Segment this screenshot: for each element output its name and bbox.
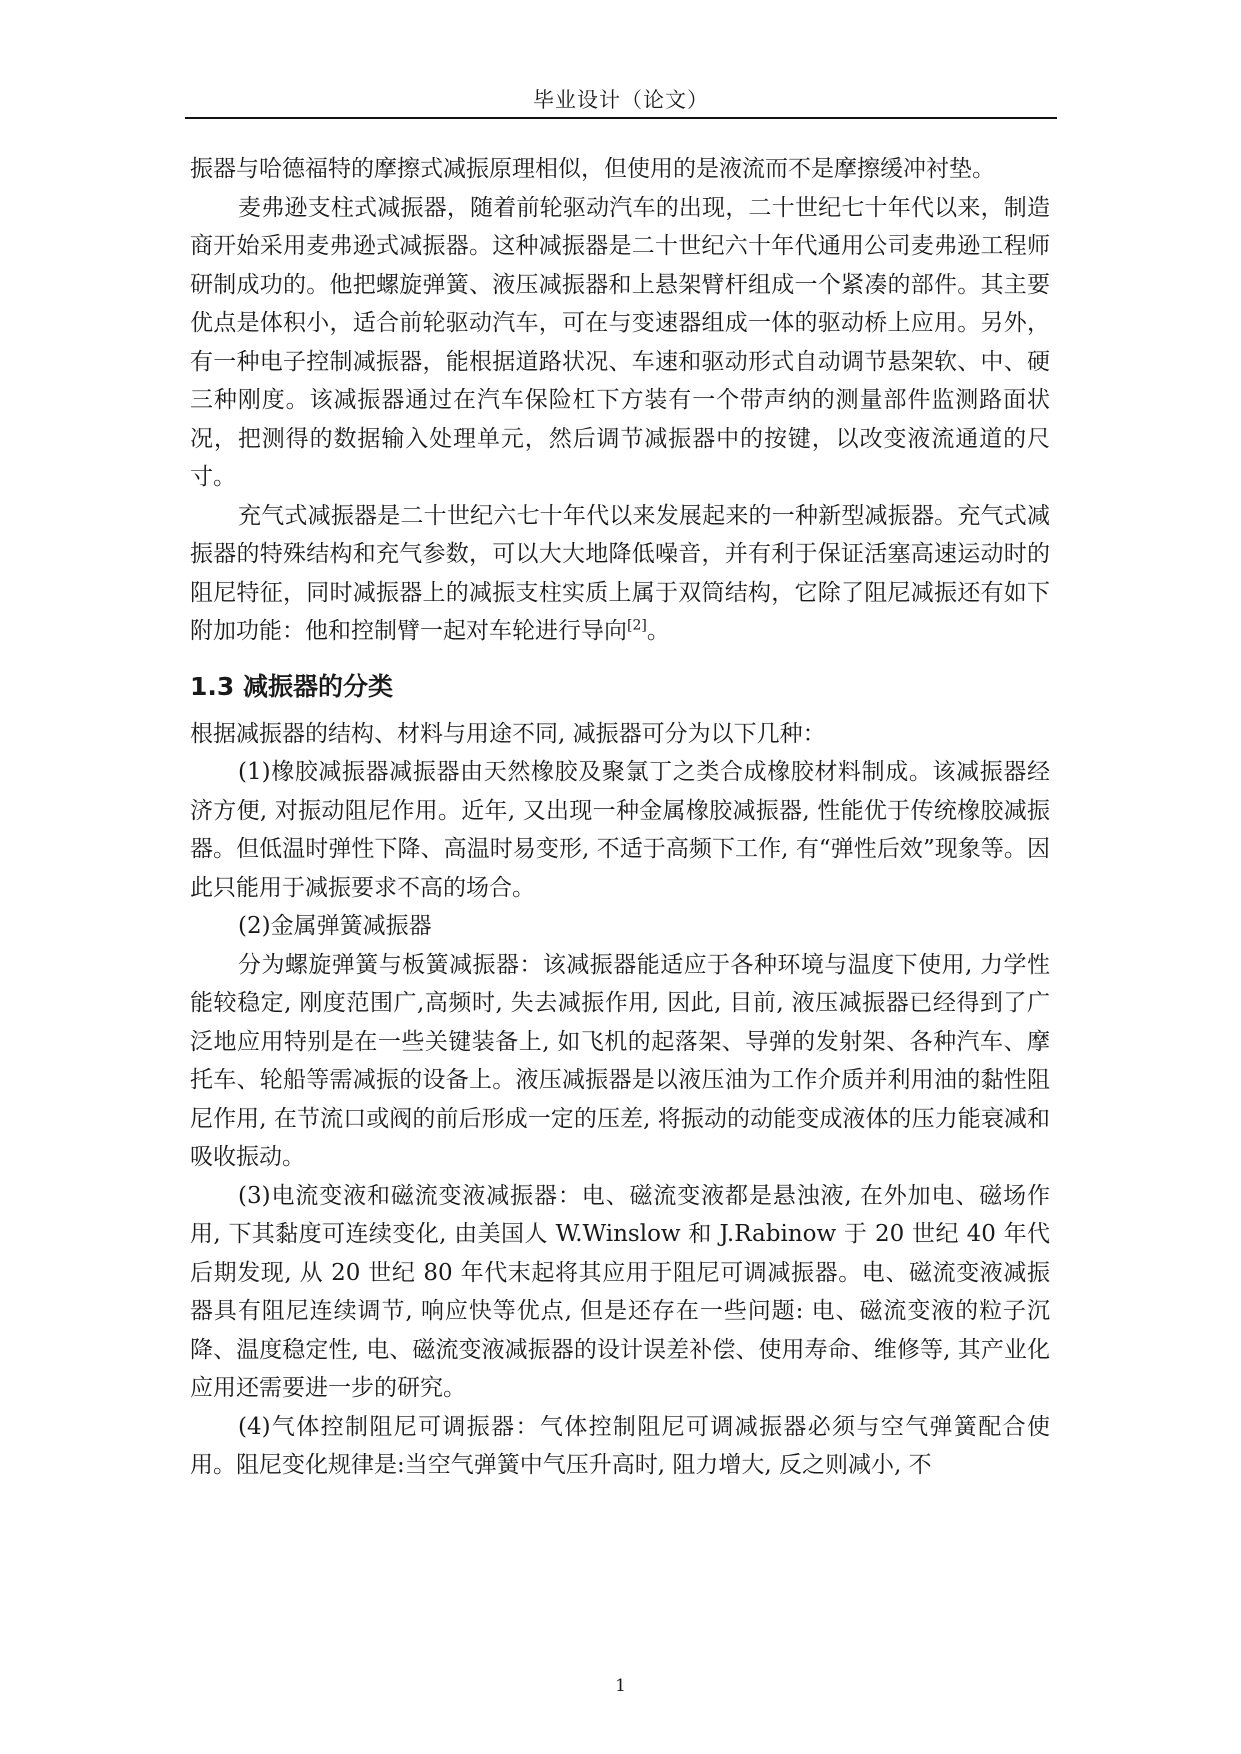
paragraph-macpherson: 麦弗逊支柱式减振器，随着前轮驱动汽车的出现，二十世纪七十年代以来，制造商开始采用麦弗逊式减振器。这种减振器是二十世纪六十年代通用公司麦弗逊工程师研制成功的。他把螺旋弹簧、液压减振器和上悬架臂杆组成一个紧凑的部件。其主要优点是体积小，适合前轮驱动汽车，可在与变速器组成一体的驱动桥上应用。另外，有一种电子控制减振器，能根据道路状况、车速和驱动形式自动调节悬架软、中、硬三种刚度。该减振器通过在汽车保险杠下方装有一个带声纳的测量部件监测路面状况，把测得的数据输入处理单元，然后调节减振器中的按键，以改变液流通道的尺寸。	[190, 194, 1050, 490]
document-body	[190, 150, 1050, 1485]
paragraph-er-mr-damper: (3)电流变液和磁流变液减振器：电、磁流变液都是悬浊液, 在外加电、磁场作用, 下其黏度可连续变化, 由美国人 W.Winslow 和 J.Rabinow 于 20 世纪 40 年代后期发现, 从 20 世纪 80 年代末起将其应用于阻尼可调减振器。电、磁流变液减振器具有阻尼连续调节, 响应快等优点, 但是还存在一些问题: 电、磁流变液的粒子沉降、温度稳定性, 电、磁流变液减振器的设计误差补偿、使用寿命、维修等, 其产业化应用还需要进一步的研究。	[190, 1182, 1050, 1401]
page-number: 1	[615, 1676, 626, 1696]
paragraph-gas-controlled-damper: (4)气体控制阻尼可调振器：气体控制阻尼可调减振器必须与空气弹簧配合使用。阻尼变化规律是:当空气弹簧中气压升高时, 阻力增大, 反之则减小, 不	[190, 1413, 1050, 1478]
header-divider	[185, 117, 1057, 119]
page-header-title: 毕业设计（论文）	[533, 88, 709, 112]
paragraph-classification-intro: 根据减振器的结构、材料与用途不同, 减振器可分为以下几种：	[190, 720, 826, 747]
paragraph-metal-spring-body: 分为螺旋弹簧与板簧减振器：该减振器能适应于各种环境与温度下使用, 力学性能较稳定, 刚度范围广,高频时, 失去减振作用, 因此, 目前, 液压减振器已经得到了广泛地应用特别是在一些关键装备上, 如飞机的起落架、导弹的发射架、各种汽车、摩托车、轮船等需减振的设备上。液压减振器是以液压油为工作介质并利用油的黏性阻尼作用, 在节流口或阀的前后形成一定的压差, 将振动的动能变成液体的压力能衰减和吸收振动。	[190, 951, 1050, 1170]
section-heading: 1.3 减振器的分类	[190, 671, 393, 701]
paragraph-gas-filled-text: 充气式减振器是二十世纪六七十年代以来发展起来的一种新型减振器。充气式减振器的特殊结构和充气参数，可以大大地降低噪音，并有利于保证活塞高速运动时的阻尼特征，同时减振器上的减振支柱实质上属于双筒结构，它除了阻尼减振还有如下附加功能：他和控制臂一起对车轮进行导向	[190, 502, 1050, 644]
paragraph-metal-spring-title: (2)金属弹簧减振器	[238, 913, 432, 939]
paragraph-gas-filled	[190, 497, 1050, 651]
paragraph-gas-filled-end: 。	[646, 618, 670, 644]
paragraph-continuation: 振器与哈德福特的摩擦式减振原理相似，但使用的是液流而不是摩擦缓冲衬垫。	[190, 156, 995, 182]
paragraph-rubber-damper: (1)橡胶减振器减振器由天然橡胶及聚氯丁之类合成橡胶材料制成。该减振器经济方便, 对振动阻尼作用。近年, 又出现一种金属橡胶减振器, 性能优于传统橡胶减振器。但低温时弹性下降、高温时易变形, 不适于高频下工作, 有“弹性后效”现象等。因此只能用于减振要求不高的场合。	[190, 759, 1050, 901]
citation-reference: [2]	[627, 617, 647, 634]
